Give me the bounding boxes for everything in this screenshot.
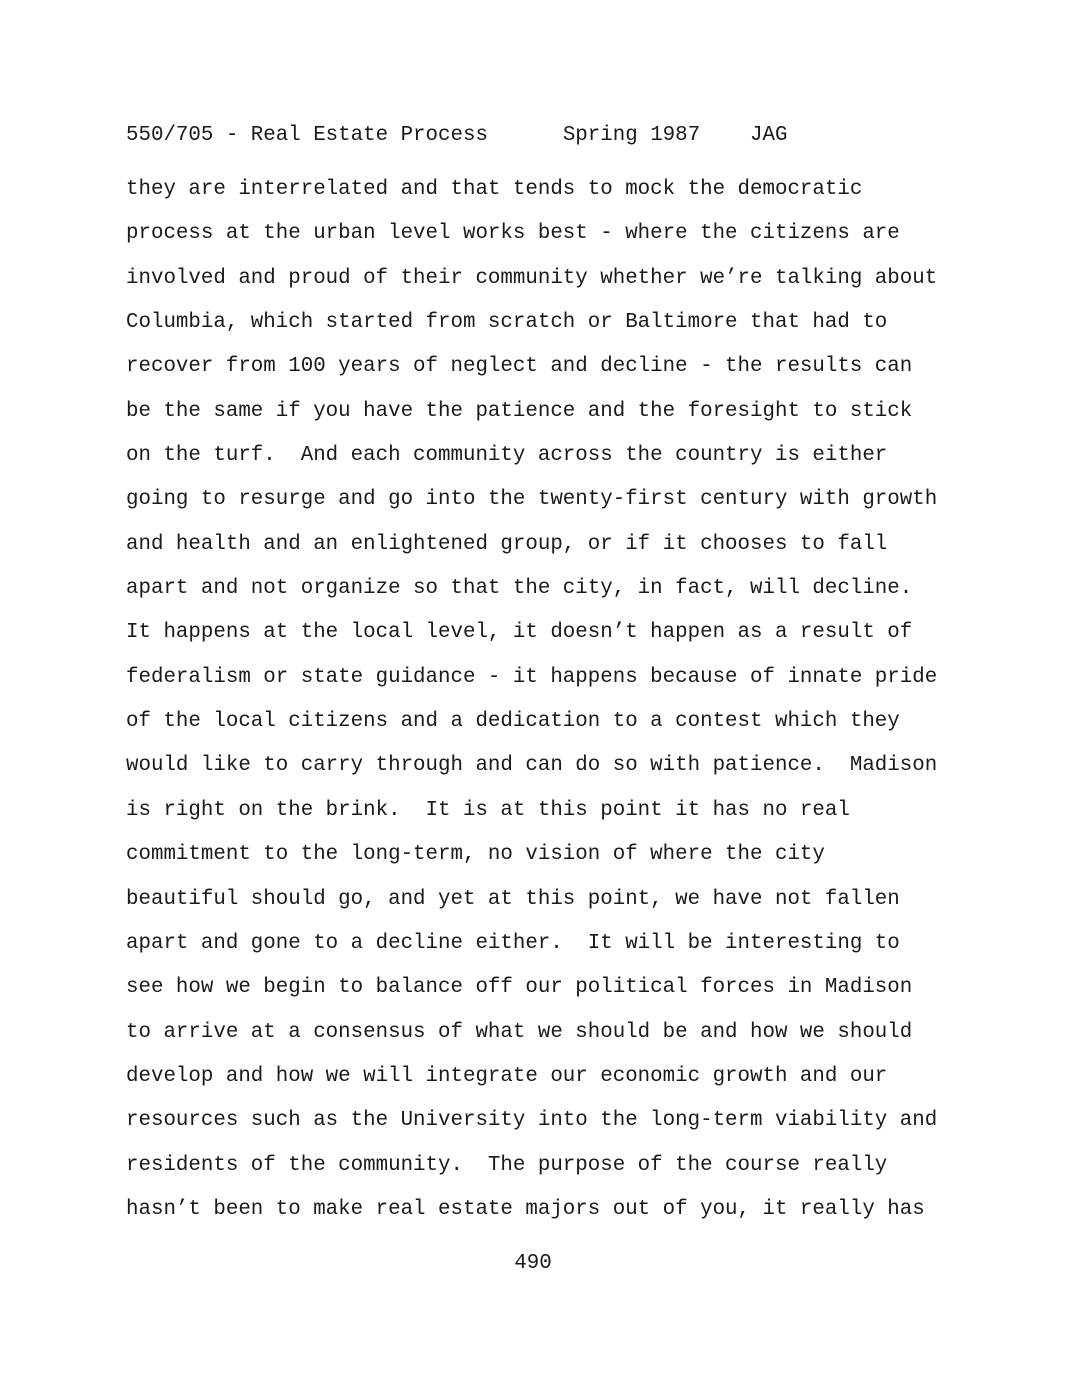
text-line: resources such as the University into the long-term viability and: [126, 1109, 938, 1133]
text-line: Columbia, which started from scratch or Baltimore that had to: [126, 311, 888, 335]
transcript-body: [126, 168, 937, 1232]
text-line: would like to carry through and can do so with patience. Madison: [126, 754, 938, 778]
header-initials: JAG: [750, 124, 788, 147]
text-line: going to resurge and go into the twenty-first century with growth: [126, 488, 938, 512]
header-course: 550/705 - Real Estate Process: [126, 124, 488, 147]
text-line: recover from 100 years of neglect and decline - the results can: [126, 355, 913, 379]
text-line: to arrive at a consensus of what we should be and how we should: [126, 1020, 913, 1044]
text-line: commitment to the long-term, no vision of where the city: [126, 843, 825, 867]
text-line: residents of the community. The purpose of the course really: [126, 1153, 888, 1177]
text-line: they are interrelated and that tends to mock the democratic: [126, 178, 863, 201]
text-line: and health and an enlightened group, or if it chooses to fall: [126, 532, 888, 556]
text-line: on the turf. And each community across the country is either: [126, 444, 888, 468]
text-line: of the local citizens and a dedication to a contest which they: [126, 710, 900, 734]
text-line: process at the urban level works best - where the citizens are: [126, 222, 900, 246]
text-line: see how we begin to balance off our political forces in Madison: [126, 976, 913, 1000]
text-line: develop and how we will integrate our economic growth and our: [126, 1064, 888, 1088]
page-number: 490: [514, 1252, 552, 1275]
page-header: [126, 124, 788, 148]
text-line: apart and gone to a decline either. It will be interesting to: [126, 931, 900, 955]
text-line: is right on the brink. It is at this point it has no real: [126, 798, 850, 822]
header-term: Spring 1987: [562, 124, 701, 147]
text-line: involved and proud of their community whether we’re talking about: [126, 266, 938, 290]
text-line: hasn’t been to make real estate majors out of you, it really has: [126, 1197, 925, 1221]
text-line: be the same if you have the patience and the foresight to stick: [126, 399, 913, 423]
text-line: federalism or state guidance - it happens because of innate pride: [126, 665, 938, 689]
text-line: It happens at the local level, it doesn’t happen as a result of: [126, 621, 913, 645]
text-line: beautiful should go, and yet at this point, we have not fallen: [126, 887, 900, 911]
text-line: apart and not organize so that the city, in fact, will decline.: [126, 577, 913, 601]
